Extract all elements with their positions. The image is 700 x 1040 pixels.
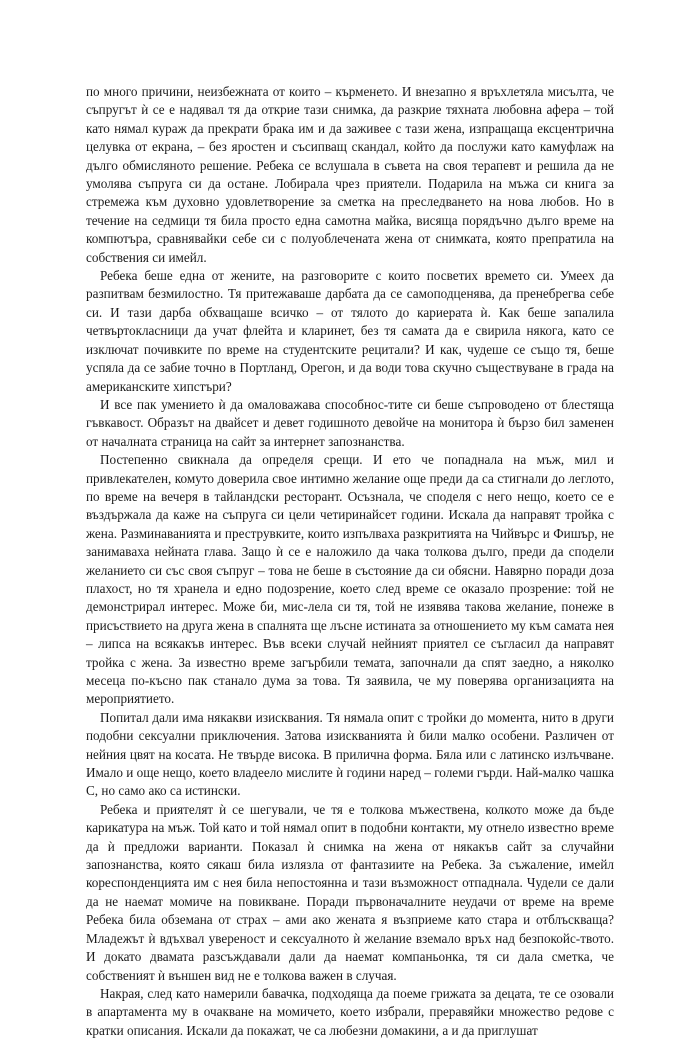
paragraph: Накрая, след като намерили бавачка, подходяща да поеме грижата за децата, те се озовали в апартамента му в очакване на момичето, което избрали, преравяйки множество редове с кратки описания. Искали да покажат, че са любезни домакини, а и да приглушат bbox=[86, 985, 614, 1038]
paragraph: Ребека беше една от жените, на разговорите с които посветих времето си. Умеех да разпитвам безмилостно. Тя притежаваше дарбата да се самоподценява, да пренебрегва себе си. И тази дарба обхващаше всичко – от тялото до кариерата ѝ. Как беше запалила четвъртокласници да учат флейта и кларинет, без тя самата да е свирила някога, като се изключат почивките по време на студентските рецитали? И как, чудеше се също тя, беше успяла да се забие точно в Портланд, Орегон, и да води това скучно съществуване в града на американските хипстъри? bbox=[86, 268, 614, 394]
paragraph: по много причини, неизбежната от които – кърменето. И внезапно я връхлетяла мисълта, че съпругът ѝ се е надявал тя да открие тази снимка, да разкрие тяхната любовна афера – той като нямал кураж да прекрати брака им и да заживее с тази жена, изпращаща ексцентрична целувка от екрана, – без яростен и съсипващ скандал, който да послужи като камуфлаж на дълго обмисляното решение. Ребека се вслушала в съвета на своя терапевт и решила да не умолява съпруга си да остане. Лобирала чрез приятели. Подарила на мъжа си книга за стремежа към духовно удовлетворение за сметка на преследването на нова любов. Но в течение на седмици тя била просто една самотна майка, висяща порядъчно дълго време на компютъра, сравнявайки себе си с полуоблечената жена от снимката, която препратила на собствения си имейл. bbox=[86, 84, 614, 265]
paragraph: Ребека и приятелят ѝ се шегували, че тя е толкова мъжествена, колкото може да бъде карикатура на мъж. Той като и той нямал опит в подобни контакти, му отнело известно време да ѝ предложи варианти. Показал ѝ снимка на жена от някакъв сайт за случайни запознанства, която сякаш била излязла от фантазиите на Ребека. За съжаление, имейл кореспонденцията им с нея била непостоянна и тази възможност отпаднала. Чудели се дали да не наемат момиче на повикване. Поради първоначалните неудачи от време на време Ребека била обземана от страх – ами ако жената я възприеме като стара и отблъскваща? Младежът ѝ вдъхвал увереност и сексуалното ѝ желание вземало връх над безпокойс-твото. И докато двамата разсъждавали дали да наемат компаньонка, тя си дала сметка, че собственият ѝ външен вид не е толкова важен в случая. bbox=[86, 801, 614, 983]
paragraph: Постепенно свикнала да определя срещи. И ето че попаднала на мъж, мил и привлекателен, комуто доверила свое интимно желание още преди да са стигнали до леглото, по време на вечеря в тайландски ресторант. Осъзнала, че споделя с него нещо, което се е въздържала да каже на съпруга си цели четиринайсет години. Искала да направят тройка с жена. Разминаванията и преструвките, които изпълваха разкритията на Чийвърс и Фишър, не занимаваха нейната глава. Защо ѝ се е наложило да чака толкова дълго, преди да сподели желанието си със своя съпруг – това не беше в състояние да си обясни. Навярно поради доза плахост, но тя хранела и едно подозрение, което след време се оказало прозрение: той не демонстрирал интерес. Може би, мис-лела си тя, той не изявява такова желание, понеже в присъствието на друга жена в спалнята ще лъсне истината за отношението му към самата нея – липса на всякакъв интерес. Във всеки случай нейният приятел се съгласил да направят тройка с жена. За известно време загърбили темата, започнали да спят заедно, а няколко месеца по-късно пак станало дума за това. Тя заявила, че му поверява организацията на мероприятието. bbox=[86, 452, 614, 707]
paragraph: Попитал дали има някакви изисквания. Тя нямала опит с тройки до момента, нито в други подобни сексуални приключения. Затова изискванията ѝ били малко особени. Различен от нейния цвят на косата. Не твърде висока. В прилична форма. Бяла или с латинско излъчване. Имало и още нещо, което владеело мислите ѝ години наред – големи гърди. Най-малко чашка С, но само ако са истински. bbox=[86, 709, 614, 799]
paragraph: И все пак умението ѝ да омаловажава способнос-тите си беше съпроводено от блестяща гъвкавост. Образът на двайсет и девет годишното девойче на монитора ѝ бързо бил заменен от началната страница на сайт за интернет запознанства. bbox=[86, 396, 614, 449]
body-text bbox=[86, 83, 614, 1040]
